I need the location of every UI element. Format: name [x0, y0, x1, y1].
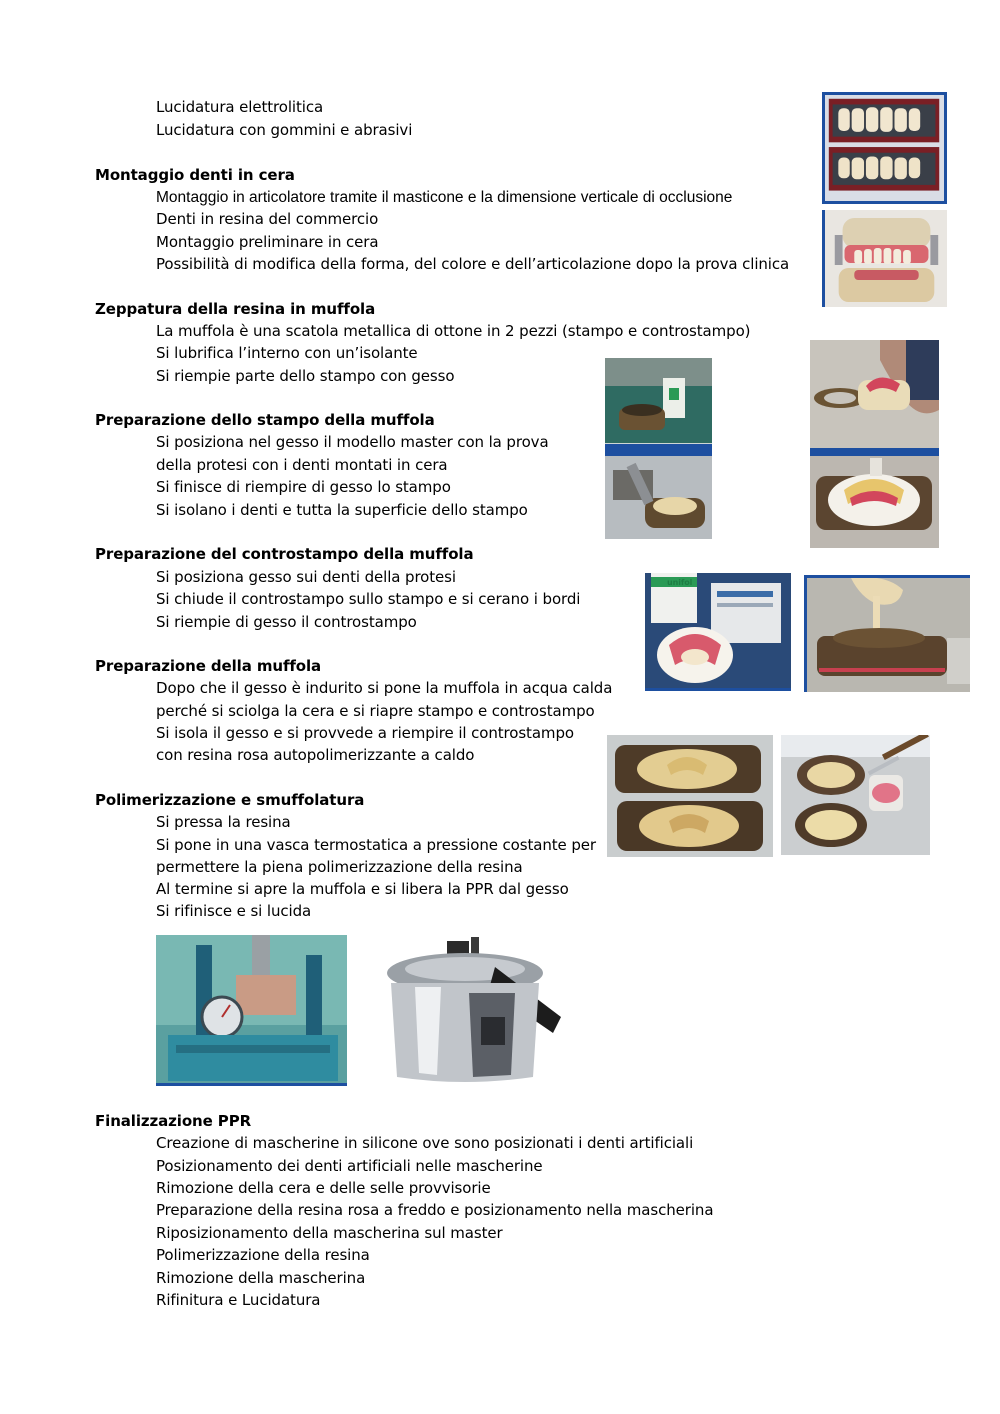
text-line: Si finisce di riempire di gesso lo stampo — [156, 478, 451, 496]
text-line: Posizionamento dei denti artificiali nelle mascherine — [156, 1157, 543, 1175]
text-line: Dopo che il gesso è indurito si pone la muffola in acqua calda — [156, 679, 613, 697]
text-line: Lucidatura elettrolitica — [156, 98, 324, 116]
counter-mould-preparation-photo — [645, 573, 791, 691]
section-heading: Finalizzazione PPR — [95, 1112, 252, 1130]
open-flask-halves-photo — [607, 735, 773, 857]
text-line: Al termine si apre la muffola e si libera la PPR dal gesso — [156, 880, 569, 898]
section-heading: Polimerizzazione e smuffolatura — [95, 791, 365, 809]
text-line: perché si sciolga la cera e si riapre stampo e controstampo — [156, 702, 595, 720]
wax-setup-photo — [822, 210, 947, 307]
flask-lubrication-photo — [605, 358, 712, 539]
text-line: Si lubrifica l’interno con un’isolante — [156, 344, 418, 362]
text-line: Si chiude il controstampo sullo stampo e si cerano i bordi — [156, 590, 581, 608]
section-heading: Preparazione dello stampo della muffola — [95, 411, 435, 429]
text-line-content: Montaggio in articolatore tramite il masticone e la dimensione verticale di occlusione — [156, 189, 733, 206]
text-line: Si riempie parte dello stampo con gesso — [156, 367, 455, 385]
text-line: Preparazione della resina rosa a freddo e posizionamento nella mascherina — [156, 1201, 714, 1219]
frame-bar — [825, 202, 944, 204]
text-line: Denti in resina del commercio — [156, 210, 379, 228]
section-heading: Zeppatura della resina in muffola — [95, 300, 376, 318]
model-in-plaster-photo — [810, 340, 939, 548]
text-line: Si posiziona nel gesso il modello master con la prova — [156, 433, 549, 451]
section-heading: Preparazione della muffola — [95, 657, 322, 675]
plaster-pouring-photo — [804, 575, 970, 692]
text-line: Possibilità di modifica della forma, del colore e dell’articolazione dopo la prova clinica — [156, 255, 790, 273]
text-line: Riposizionamento della mascherina sul master — [156, 1224, 503, 1242]
text-line: Rimozione della cera e delle selle provvisorie — [156, 1179, 491, 1197]
text-line: Rimozione della mascherina — [156, 1269, 366, 1287]
section-heading: Preparazione del controstampo della muffola — [95, 545, 474, 563]
text-line: Si riempie di gesso il controstampo — [156, 613, 417, 631]
text-line: La muffola è una scatola metallica di ottone in 2 pezzi (stampo e controstampo) — [156, 322, 751, 340]
bottle-brand-label: unifol — [667, 578, 693, 587]
hydraulic-press-photo — [156, 935, 347, 1086]
text-line: Lucidatura con gommini e abrasivi — [156, 121, 413, 139]
text-line: Si rifinisce e si lucida — [156, 902, 312, 920]
text-line: Creazione di mascherine in silicone ove sono posizionati i denti artificiali — [156, 1134, 694, 1152]
pressure-pot-photo — [385, 937, 563, 1087]
text-line: Si pone in una vasca termostatica a pressione costante per — [156, 836, 596, 854]
teeth-cards-photo — [822, 92, 947, 204]
text-line: Polimerizzazione della resina — [156, 1246, 370, 1264]
text-line: Rifinitura e Lucidatura — [156, 1291, 321, 1309]
section-heading: Montaggio denti in cera — [95, 166, 295, 184]
text-line: Montaggio preliminare in cera — [156, 233, 379, 251]
text-line: Si isola il gesso e si provvede a riempire il controstampo — [156, 724, 574, 742]
text-line: con resina rosa autopolimerizzante a caldo — [156, 746, 475, 764]
text-line: Si pressa la resina — [156, 813, 291, 831]
pink-resin-packing-photo — [781, 735, 930, 855]
text-line: Si posiziona gesso sui denti della protesi — [156, 568, 456, 586]
text-line — [156, 187, 732, 208]
text-line: della protesi con i denti montati in cera — [156, 456, 448, 474]
text-line: Si isolano i denti e tutta la superficie dello stampo — [156, 501, 528, 519]
frame-bar — [645, 688, 791, 691]
text-line: permettere la piena polimerizzazione della resina — [156, 858, 523, 876]
